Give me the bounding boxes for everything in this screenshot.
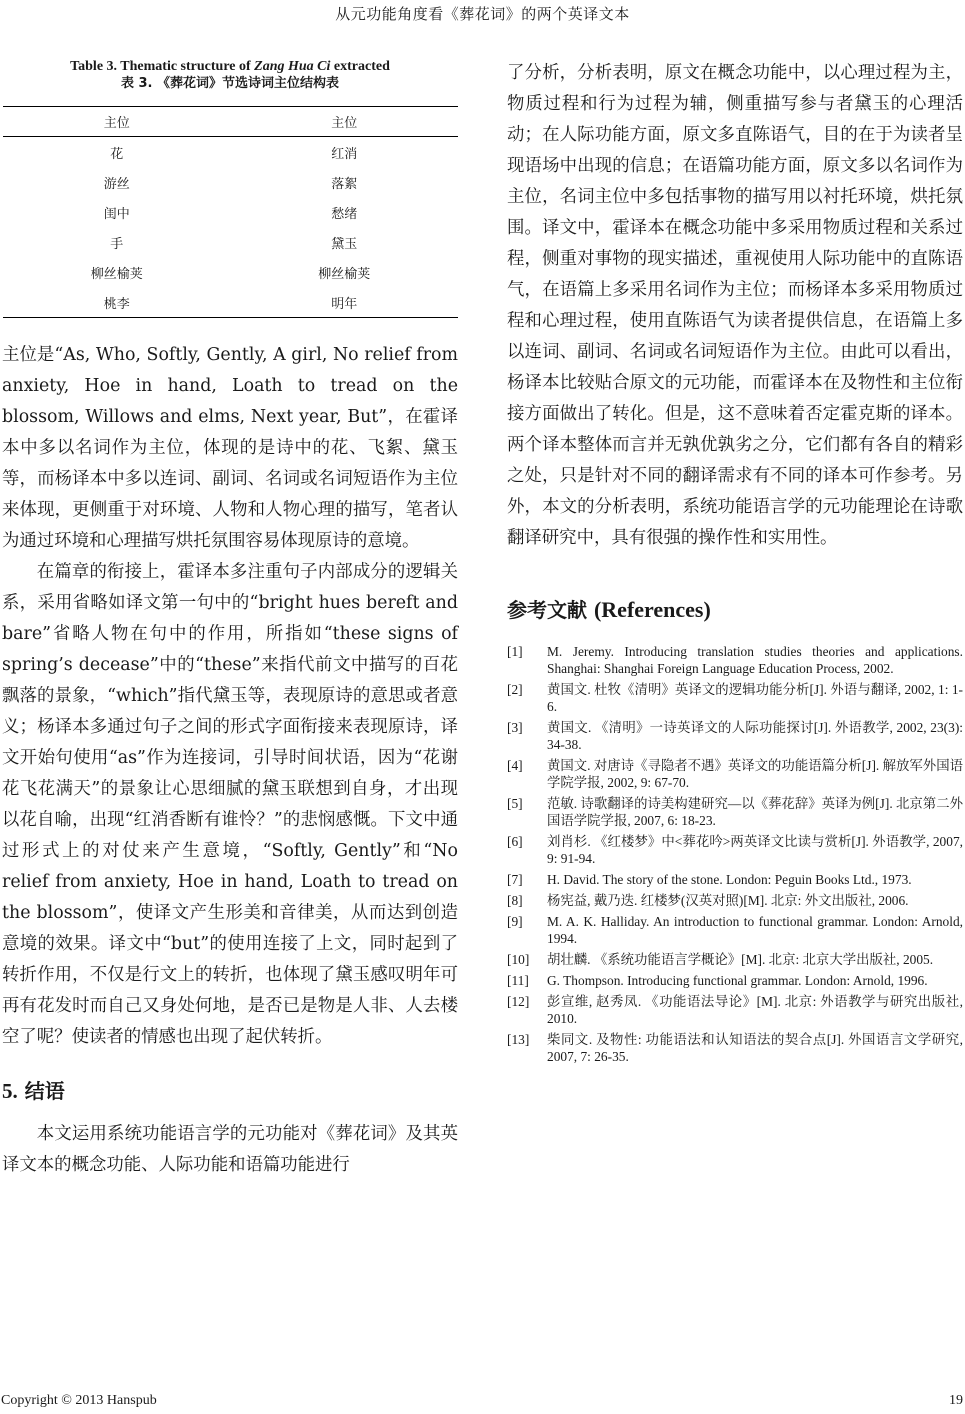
reference-number: [2]: [507, 682, 523, 697]
reference-item: [507, 972, 963, 989]
reference-item: [507, 993, 963, 1027]
table-cell: 闺中: [103, 206, 130, 222]
table-cell: 花: [110, 146, 124, 162]
thematic-structure-table: [3, 106, 458, 318]
reference-item: [507, 892, 963, 909]
right-column: [507, 58, 963, 1069]
reference-text: 范敏. 诗歌翻译的诗美构建研究—以《葬花辞》英译为例[J]. 北京第二外国语学院学报, 2007, 6: 18-23.: [547, 796, 963, 828]
table-header: 主位: [3, 107, 231, 137]
reference-number: [7]: [507, 872, 523, 887]
reference-item: [507, 951, 963, 968]
reference-number: [8]: [507, 893, 523, 908]
reference-number: [9]: [507, 914, 523, 929]
table-caption-cn: 表 3. 《葬花词》节选诗词主位结构表: [120, 76, 340, 91]
reference-text: 柴同文. 及物性: 功能语法和认知语法的契合点[J]. 外国语言文学研究, 2007, 7: 26-35.: [547, 1032, 963, 1064]
reference-number: [11]: [507, 973, 529, 988]
table-row: [3, 257, 458, 287]
table-row: [3, 137, 458, 168]
left-column: [2, 58, 458, 1181]
reference-number: [6]: [507, 834, 523, 849]
reference-number: [3]: [507, 720, 523, 735]
reference-item: [507, 1031, 963, 1065]
table-cell: 柳丝榆荚: [318, 266, 371, 282]
table-header: 主位: [231, 107, 459, 137]
table-cell: 明年: [231, 287, 459, 318]
running-title: 从元功能角度看《葬花词》的两个英译文本: [335, 5, 630, 23]
reference-text: 刘肖杉. 《红楼梦》中<葬花吟>两英译文比读与赏析[J]. 外语教学, 2007, 9: 91-94.: [547, 834, 963, 866]
body-paragraph: 了分析，分析表明，原文在概念功能中，以心理过程为主，物质过程和行为过程为辅，侧重描写参与者黛玉的心理活动；在人际功能方面，原文多直陈语气，目的在于为读者呈现语场中出现的信息；在语篇功能方面，原文多以名词作为主位，名词主位中多包括事物的描写用以衬托环境，烘托氛围。译文中，霍译本在概念功能中多采用物质过程和关系过程，侧重对事物的现实描述，重视使用人际功能中的直陈语气，在语篇上多采用名词作为主位；而杨译本多采用物质过程和心理过程，使用直陈语气为读者提供信息，在语篇上多以连词、副词、名词或名词短语作为主位。由此可以看出，杨译本比较贴合原文的元功能，而霍译本在及物性和主位衔接方面做出了转化。但是，这不意味着否定霍克斯的译本。两个译本整体而言并无孰优孰劣之分，它们都有各自的精彩之处，只是针对不同的翻译需求有不同的译本可作参考。另外，本文的分析表明，系统功能语言学的元功能理论在诗歌翻译研究中，具有很强的操作性和实用性。: [507, 63, 963, 548]
body-paragraph: 在篇章的衔接上，霍译本多注重句子内部成分的逻辑关系，采用省略如译文第一句中的“bright hues bereft and bare”省略人物在句中的作用，所指如“these signs of spring’s decease”中的“these”来指代前文中描写的百花飘落的景象，“which”指代黛玉等，表现原诗的意思或者意义；杨译本多通过句子之间的形式字面衔接来表现原诗，译文开始句使用“as”作为连接词，引导时间状语，因为“花谢花飞花满天”的景象让心思细腻的黛玉联想到自身，才出现以花自喻，出现“红消香断有谁怜？”的悲悯感慨。下文中通过形式上的对仗来产生意境，“Softly, Gently”和“No relief from anxiety, Hoe in hand, Loath to tread on the blossom”，使译文产生形美和音律美，从而达到创造意境的效果。译文中“but”的使用连接了上文，同时起到了转折作用，不仅是行文上的转折，也体现了黛玉感叹明年可再有花发时而自己又身处何地，是否已是物是人非、人去楼空了呢？使读者的情感也出现了起伏转折。: [2, 562, 458, 1047]
body-paragraph: 本文运用系统功能语言学的元功能对《葬花词》及其英译文本的概念功能、人际功能和语篇功能进行: [2, 1124, 458, 1175]
reference-list: [507, 643, 963, 1065]
reference-item: [507, 833, 963, 867]
table-cell: 桃李: [3, 287, 231, 318]
table-caption: [2, 58, 458, 92]
references-heading: [507, 594, 963, 623]
section-number: 5.: [2, 1079, 18, 1103]
references-title-en: (References): [593, 597, 711, 622]
reference-item: [507, 681, 963, 715]
reference-item: [507, 643, 963, 677]
table-cell: 愁绪: [331, 206, 358, 222]
table-caption-en: Table 3. Thematic structure of Zang Hua Ci extracted: [70, 59, 390, 74]
reference-text: 胡壮麟. 《系统功能语言学概论》[M]. 北京: 北京大学出版社, 2005.: [547, 952, 934, 967]
table-cell: 手: [110, 236, 124, 252]
table-cell: 游丝: [103, 176, 130, 192]
section-heading: [2, 1075, 458, 1107]
table-cell: 落絮: [331, 176, 358, 192]
section-title: 结语: [24, 1079, 65, 1103]
table-row: [3, 197, 458, 227]
reference-text: M. A. K. Halliday. An introduction to functional grammar. London: Arnold, 1994.: [547, 914, 963, 946]
reference-number: [5]: [507, 796, 523, 811]
reference-text: 黄国文. 《清明》一诗英译文的人际功能探讨[J]. 外语教学, 2002, 23(3): 34-38.: [547, 720, 963, 752]
reference-text: 黄国文. 对唐诗《寻隐者不遇》英译文的功能语篇分析[J]. 解放军外国语学院学报, 2002, 9: 67-70.: [547, 758, 963, 790]
reference-number: [10]: [507, 952, 530, 967]
reference-text: M. Jeremy. Introducing translation studies theories and applications. Shanghai: Shanghai Foreign Language Education Process, 2002.: [547, 644, 963, 676]
reference-item: [507, 871, 963, 888]
table-row: [3, 227, 458, 257]
table-row: [3, 167, 458, 197]
reference-item: [507, 757, 963, 791]
table-row: [3, 287, 458, 318]
table-cell: 黛玉: [331, 236, 358, 252]
reference-text: 彭宣维, 赵秀凤. 《功能语法导论》[M]. 北京: 外语教学与研究出版社, 2010.: [547, 994, 963, 1026]
reference-text: G. Thompson. Introducing functional grammar. London: Arnold, 1996.: [547, 973, 928, 988]
reference-number: [13]: [507, 1032, 530, 1047]
reference-item: [507, 913, 963, 947]
reference-item: [507, 719, 963, 753]
copyright-notice: Copyright © 2013 Hanspub: [1, 1393, 157, 1408]
body-paragraph: 主位是“As, Who, Softly, Gently, A girl, No relief from anxiety, Hoe in hand, Loath to tread on the blossom, Willows and elms, Next year, But”，在霍译本中多以名词作为主位，体现的是诗中的花、飞絮、黛玉等，而杨译本中多以连词、副词、名词或名词短语作为主位来体现，更侧重于对环境、人物和人物心理的描写，笔者认为通过环境和心理描写烘托氛围容易体现原诗的意境。: [2, 345, 458, 551]
table-cell: 红消: [331, 146, 358, 162]
reference-number: [12]: [507, 994, 530, 1009]
reference-text: 黄国文. 杜牧《清明》英译文的逻辑功能分析[J]. 外语与翻译, 2002, 1: 1-6.: [547, 682, 963, 714]
reference-number: [4]: [507, 758, 523, 773]
reference-text: H. David. The story of the stone. London: Peguin Books Ltd., 1973.: [547, 872, 912, 887]
references-title-cn: 参考文献: [507, 598, 587, 622]
page-number: 19: [949, 1393, 963, 1408]
reference-number: [1]: [507, 644, 523, 659]
reference-text: 杨宪益, 戴乃迭. 红楼梦(汉英对照)[M]. 北京: 外文出版社, 2006.: [547, 893, 909, 908]
table-cell: 柳丝榆荚: [90, 266, 143, 282]
reference-item: [507, 795, 963, 829]
